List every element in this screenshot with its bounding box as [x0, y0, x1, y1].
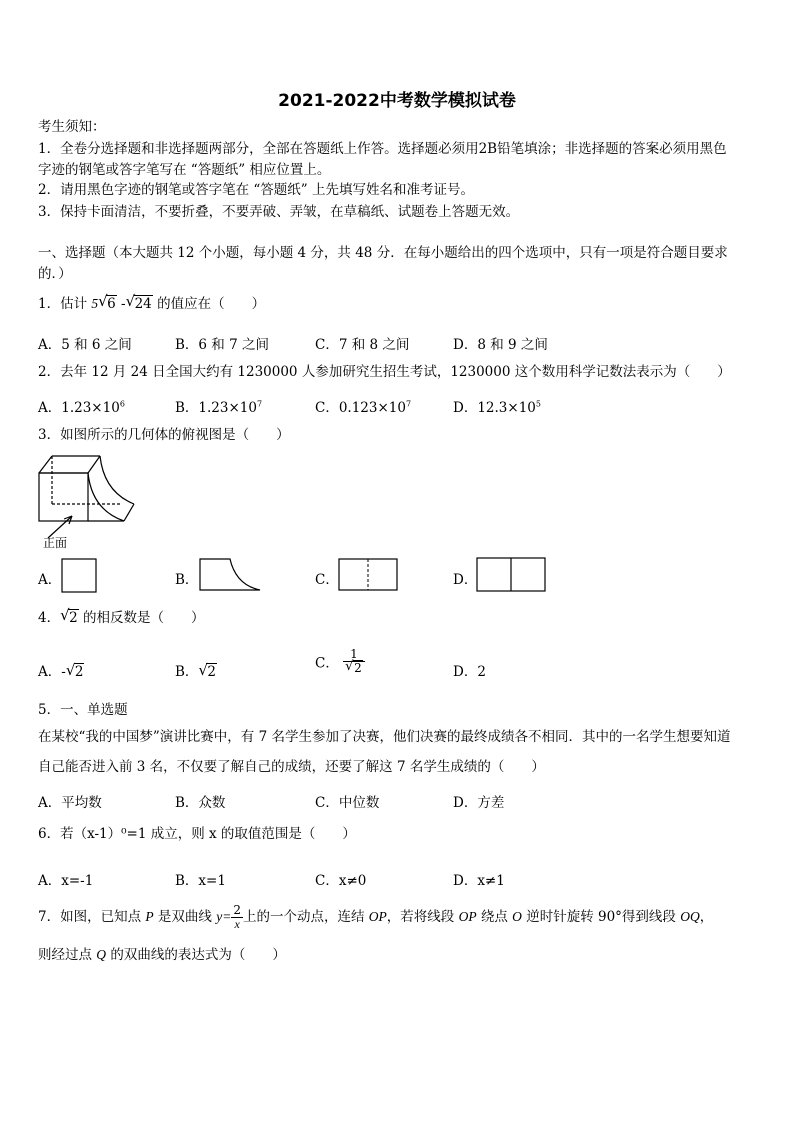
question-5-line-2: 自己能否进入前 3 名，不仅要了解自己的成绩，还要了解这 7 名学生成绩的（ ） — [38, 759, 545, 775]
q2-option-d[interactable]: D．$12.3\times 10^5$ — [453, 399, 541, 416]
q5-option-d[interactable]: D．方差 — [453, 795, 505, 811]
q3-option-d-label[interactable]: D． — [453, 572, 478, 588]
q4-option-c-fraction: 1 √ 2 — [343, 648, 365, 675]
question-5-type: 5．一、单选题 — [38, 702, 128, 718]
q3-option-a-label[interactable]: A． — [38, 572, 62, 588]
question-1 — [38, 294, 265, 314]
question-7-line-1: 7．如图，已知点 P 是双曲线 y= $\frac{2}{x}$ 上的一个动点，连结 OP，若将线段 OP 绕点 O 逆时针旋转 90°得到线段 OQ， — [38, 903, 714, 931]
q1-prefix: 1．估计 — [38, 296, 88, 312]
section-heading-line-1: 一、选择题（本大题共 12 个小题，每小题 4 分，共 48 分．在每小题给出的四个选项中，只有一项是符合题目要求 — [38, 245, 728, 261]
notice-line-2: 2．请用黑色字迹的钢笔或答字笔在 “答题纸” 上先填写姓名和准考证号。 — [38, 182, 474, 198]
q2-option-b[interactable]: B．$1.23\times 10^7$ — [175, 399, 263, 416]
q1-option-a[interactable]: A．5 和 6 之间 — [38, 337, 132, 353]
notice-line-1a: 1．全卷分选择题和非选择题两部分，全部在答题纸上作答。选择题必须用2B铅笔填涂；非选择题的答案必须用黑色 — [38, 141, 727, 157]
q4-option-d[interactable]: D．2 — [453, 664, 486, 680]
q2-option-a[interactable]: A．$1.23\times 10^6$ — [38, 399, 125, 416]
q2-option-c[interactable]: C．$0.123\times 10^7$ — [315, 399, 412, 416]
q5-option-a[interactable]: A．平均数 — [38, 795, 102, 811]
q6-option-c[interactable]: C．x≠0 — [315, 873, 367, 889]
q3-option-b-curve-shape[interactable] — [198, 557, 262, 593]
q7-point-p: P — [145, 909, 154, 924]
q3-option-b-label[interactable]: B． — [175, 572, 199, 588]
q3-option-d-split-rect[interactable] — [476, 557, 548, 593]
q1-sqrt-6: √ 6 — [98, 292, 116, 312]
q1-option-b[interactable]: B．6 和 7 之间 — [175, 337, 269, 353]
q3-option-a-square[interactable] — [61, 558, 99, 594]
q3-option-c-dashed-rect[interactable] — [338, 558, 400, 592]
q6-option-d[interactable]: D．x≠1 — [453, 873, 505, 889]
q3-front-label: 正面 — [43, 536, 68, 550]
q1-coef: 5 — [91, 296, 99, 311]
q5-option-b[interactable]: B．众数 — [175, 795, 226, 811]
question-6: 6．若（x-1）⁰=1 成立，则 x 的取值范围是（ ） — [38, 826, 356, 842]
notice-line-1b: 字迹的钢笔或答字笔写在 “答题纸” 相应位置上。 — [38, 162, 331, 178]
q1-option-d[interactable]: D．8 和 9 之间 — [453, 337, 548, 353]
q1-suffix: 的值应在（ ） — [157, 296, 266, 312]
q4-option-a[interactable]: A．- √ 2 — [38, 661, 84, 680]
question-7-line-2: 则经过点 Q 的双曲线的表达式为（ ） — [38, 947, 286, 963]
notice-line-3: 3．保持卡面清洁，不要折叠，不要弄破、弄皱，在草稿纸、试题卷上答题无效。 — [38, 204, 520, 220]
q4-option-b[interactable]: B． √ 2 — [175, 661, 217, 680]
exam-title: 2021-2022中考数学模拟试卷 — [278, 91, 516, 111]
q3-option-c-label[interactable]: C． — [315, 572, 339, 588]
q1-minus: - — [121, 296, 126, 312]
q6-option-b[interactable]: B．x=1 — [175, 873, 226, 889]
q4-option-c[interactable]: C． 1 √ 2 — [315, 648, 365, 675]
notice-heading: 考生须知： — [38, 119, 106, 135]
question-5-line-1: 在某校“我的中国梦”演讲比赛中，有 7 名学生参加了决赛，他们决赛的最终成绩各不相同．其中的一名学生想要知道 — [38, 729, 731, 745]
q4-sqrt-2: √ 2 — [60, 606, 78, 626]
q7-fraction: $\frac{2}{x}$ — [233, 903, 241, 931]
question-3: 3．如图所示的几何体的俯视图是（ ） — [38, 427, 290, 443]
q5-option-c[interactable]: C．中位数 — [315, 795, 380, 811]
q6-option-a[interactable]: A．x=-1 — [38, 873, 94, 889]
question-2: 2．去年 12 月 24 日全国大约有 1230000 人参加研究生招生考试，1230000 这个数用科学记数法表示为（ ） — [38, 364, 731, 380]
q1-option-c[interactable]: C．7 和 8 之间 — [315, 337, 410, 353]
q1-sqrt-24: √ 24 — [125, 292, 152, 312]
question-4: 4． √ 2 的相反数是（ ） — [38, 606, 205, 626]
section-heading-line-2: 的．） — [38, 266, 72, 282]
